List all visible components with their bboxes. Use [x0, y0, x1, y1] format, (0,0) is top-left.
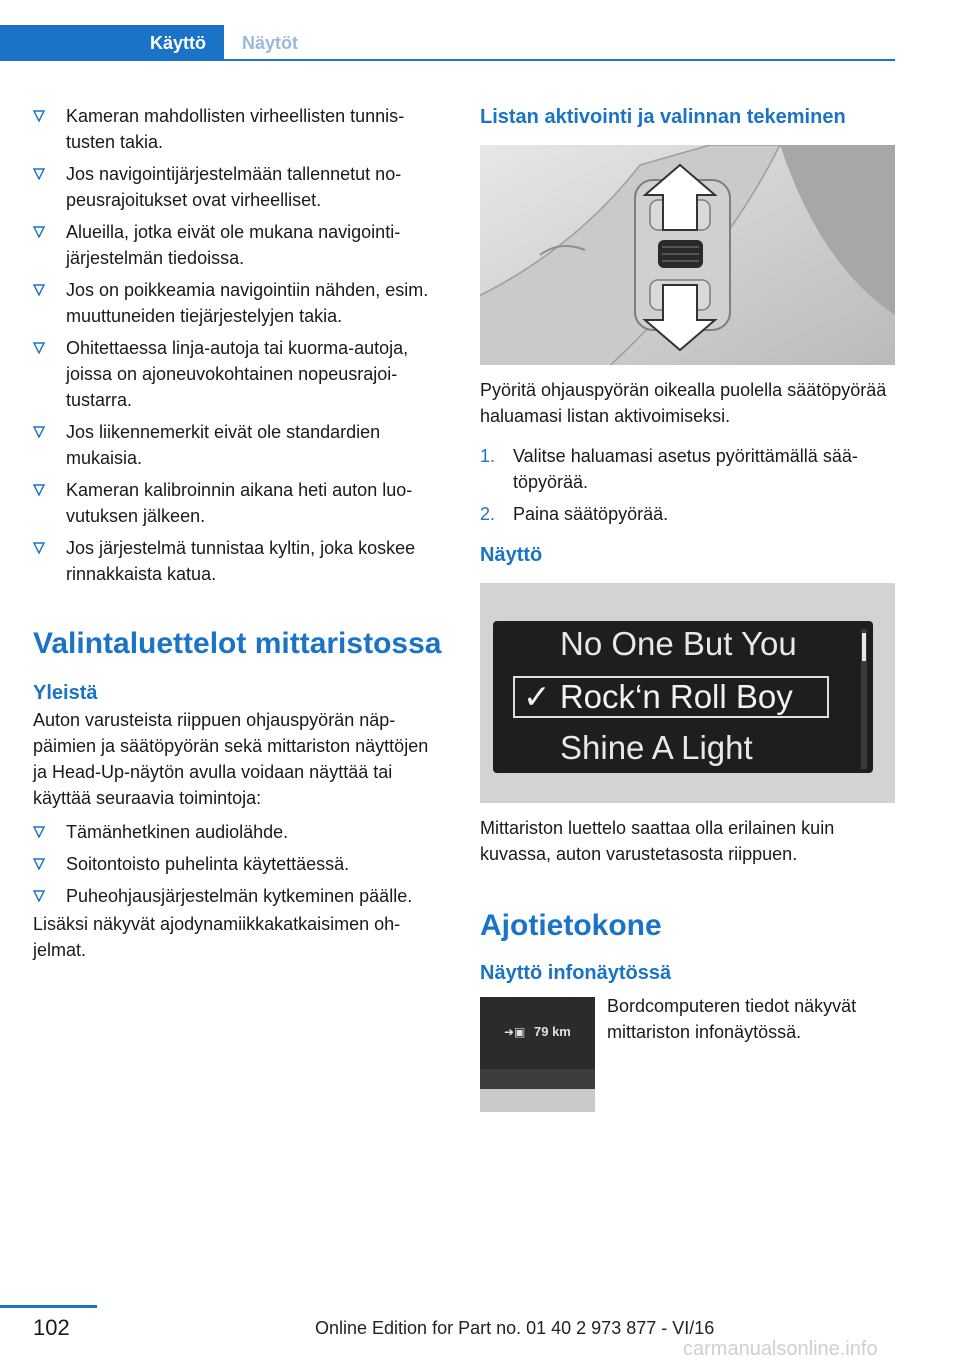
triangle-bullet-icon	[33, 284, 45, 296]
figure-frame-bottom	[480, 1089, 595, 1112]
header-bar	[0, 25, 895, 61]
list-item	[33, 477, 447, 529]
list-display-figure	[480, 583, 895, 803]
list-item-text: Kameran mahdollisten virheellisten tunnistusten takia.	[66, 106, 405, 152]
list-item-text: Kameran kalibroinnin aikana heti auton luovutuksen jälkeen.	[66, 480, 413, 526]
list-item-text: Soitontoisto puhelinta käytettäessä.	[66, 854, 350, 874]
list-item-text: Tämänhetkinen audiolähde.	[66, 822, 289, 842]
triangle-bullet-icon	[33, 426, 45, 438]
range-fuel-icon: ➜▣	[504, 1025, 526, 1039]
bullet-list-functions	[33, 819, 447, 909]
section-title-ajotietokone: Ajotietokone	[480, 909, 662, 942]
triangle-bullet-icon	[33, 858, 45, 870]
list-item-text: Jos järjestelmä tunnistaa kyltin, joka koskee rinnakkaista katua.	[66, 538, 416, 584]
triangle-bullet-icon	[33, 826, 45, 838]
caption-wheel: Pyöritä ohjauspyörän oikealla puolella säätöpyörää haluamasi listan aktivoimiseksi.	[480, 380, 887, 426]
list-item-text: Puheohjausjärjestelmän kytkeminen päälle.	[66, 886, 413, 906]
triangle-bullet-icon	[33, 890, 45, 902]
list-item	[33, 219, 447, 271]
list-item-text: Alueilla, jotka eivät ole mukana navigointijärjestelmän tiedoissa.	[66, 222, 401, 268]
steps-list	[480, 443, 895, 527]
header-divider	[224, 59, 895, 61]
list-item: Shine A Light	[560, 729, 753, 766]
step-text: Paina säätöpyörää.	[513, 504, 669, 524]
list-item	[33, 161, 447, 213]
list-item	[33, 883, 447, 909]
triangle-bullet-icon	[33, 168, 45, 180]
subheading-naytto: Näyttö	[480, 544, 543, 566]
step-number: 1.	[480, 446, 496, 466]
list-item	[480, 501, 895, 527]
triangle-bullet-icon	[33, 542, 45, 554]
tab-kaytto[interactable]: Käyttö	[0, 25, 224, 61]
list-item	[480, 443, 895, 495]
page-number: 102	[33, 1315, 70, 1340]
display-screen	[493, 621, 873, 773]
bullet-list-conditions	[33, 103, 447, 587]
watermark: carmanualsonline.info	[683, 1338, 878, 1360]
triangle-bullet-icon	[33, 226, 45, 238]
list-item-text: Jos navigointijärjestelmään tallennetut nopeusrajoitukset ovat virheelliset.	[66, 164, 402, 210]
list-item	[33, 851, 447, 877]
section-title-valintaluettelot: Valintaluettelot mittaristossa	[33, 627, 442, 660]
steering-wheel-figure	[480, 145, 895, 365]
list-item	[33, 335, 447, 413]
list-item	[33, 535, 447, 587]
subheading-yleista: Yleistä	[33, 682, 98, 704]
list-item: No One But You	[560, 625, 797, 662]
subheading-naytto-infonaytossa: Näyttö infonäytössä	[480, 962, 672, 984]
list-item	[33, 103, 447, 155]
triangle-bullet-icon	[33, 484, 45, 496]
tab-naytot[interactable]: Näytöt	[242, 32, 299, 53]
list-item	[33, 819, 447, 845]
caption-list-display: Mittariston luettelo saattaa olla erilainen kuin kuvassa, auton varustetasosta riippuen.	[480, 818, 835, 864]
range-value: 79 km	[534, 1024, 571, 1039]
left-column	[33, 103, 447, 963]
list-item	[33, 419, 447, 471]
caption-info-display: Bordcomputeren tiedot näkyvät mittariston infonäytössä.	[607, 996, 857, 1042]
scrollbar-thumb	[862, 633, 866, 661]
step-text: Valitse haluamasi asetus pyörittämällä säätöpyörää.	[513, 446, 858, 492]
info-display-figure	[480, 997, 595, 1112]
step-number: 2.	[480, 504, 496, 524]
heading-listan-aktivointi: Listan aktivointi ja valinnan tekeminen	[480, 106, 846, 128]
figure-shade	[480, 1069, 595, 1089]
edition-text: Online Edition for Part no. 01 40 2 973 877 - VI/16	[315, 1318, 715, 1338]
triangle-bullet-icon	[33, 342, 45, 354]
triangle-bullet-icon	[33, 110, 45, 122]
footer-divider	[0, 1305, 97, 1308]
info-display-block	[480, 997, 895, 1117]
right-column	[480, 103, 895, 1117]
list-item-text: Jos liikennemerkit eivät ole standardien mukaisia.	[66, 422, 381, 468]
steering-wheel-illustration	[480, 145, 895, 365]
list-item-text: Jos on poikkeamia navigointiin nähden, esim. muuttuneiden tiejärjestelyjen takia.	[66, 280, 429, 326]
outro-paragraph: Lisäksi näkyvät ajodynamiikkakatkaisimen ohjelmat.	[33, 914, 401, 960]
intro-paragraph: Auton varusteista riippuen ohjauspyörän näppäimien ja säätöpyörän sekä mittariston näyttöjen ja Head-Up-näytön avulla voidaan näyttää tai käyttää seuraavia toimintoja:	[33, 710, 429, 808]
list-item-text: Ohitettaessa linja-autoja tai kuorma-autoja, joissa on ajoneuvokohtainen nopeusrajoitustarra.	[66, 338, 409, 410]
list-item	[33, 277, 447, 329]
list-item-selected: ✓ Rock‘n Roll Boy	[523, 678, 793, 715]
